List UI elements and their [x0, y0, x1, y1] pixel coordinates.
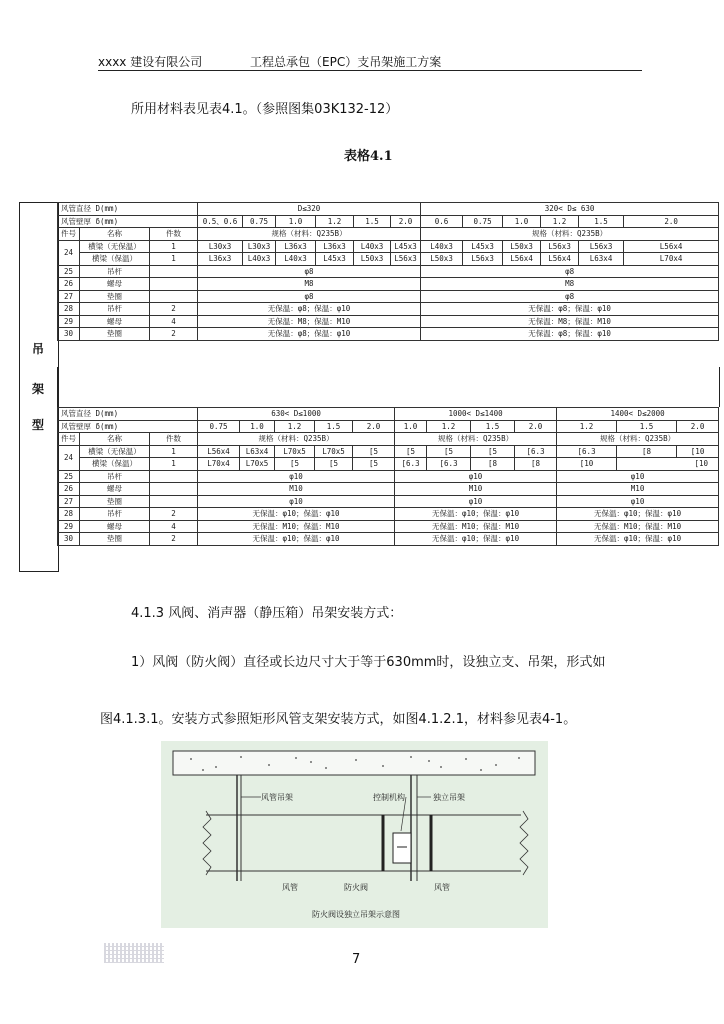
cell: D≤320	[198, 203, 421, 216]
side-char: 吊	[32, 342, 45, 356]
cell: [6.3	[427, 458, 471, 471]
cell: 无保温：φ10；保温：φ10	[198, 533, 395, 546]
cell: 1.5	[471, 420, 515, 433]
label-fire-damper: 防火阀	[344, 883, 368, 892]
cell: L50x3	[503, 240, 541, 253]
cell: 无保温：M10；保温：M10	[198, 520, 395, 533]
side-char: 架	[32, 382, 45, 396]
cell: 1.5	[579, 215, 624, 228]
fire-damper-figure	[161, 741, 548, 928]
cell: 规格（材料：Q235B）	[395, 433, 557, 446]
cell: [8	[617, 445, 677, 458]
cell: [6.3	[557, 445, 617, 458]
cell: 26	[58, 278, 80, 291]
cell: L45x3	[463, 240, 503, 253]
cell: 2.0	[677, 420, 719, 433]
cell: [6.3	[395, 458, 427, 471]
cell: L50x3	[421, 253, 463, 266]
cell: 无保温：φ10；保温：φ10	[557, 533, 719, 546]
cell: [8	[471, 458, 515, 471]
cell: 2.0	[353, 420, 395, 433]
cell: 螺母	[80, 315, 150, 328]
cell	[150, 278, 198, 291]
side-char: 型	[32, 418, 45, 432]
cell: 件数	[150, 433, 198, 446]
table-row	[58, 253, 719, 266]
cell: [5	[315, 458, 353, 471]
cell: 无保温：φ8；保温：φ10	[421, 328, 719, 341]
cell: 横梁（保温）	[80, 253, 150, 266]
cell: L70x5	[275, 445, 315, 458]
cell: 2	[150, 303, 198, 316]
cell: L40x3	[276, 253, 316, 266]
cell: L56x3	[579, 240, 624, 253]
cell: 吊杆	[80, 303, 150, 316]
cell: 28	[58, 508, 80, 521]
cell: 4	[150, 315, 198, 328]
cell: 规格（材料：Q235B）	[557, 433, 719, 446]
cell: 1.0	[395, 420, 427, 433]
cell: L30x3	[198, 240, 243, 253]
cell: 横梁（无保温）	[80, 445, 150, 458]
cell: [10	[617, 458, 719, 471]
cell: φ10	[395, 470, 557, 483]
cell: φ10	[557, 470, 719, 483]
table-row	[58, 303, 719, 316]
cell: 垫圈	[80, 328, 150, 341]
table-row	[58, 290, 719, 303]
cell: L63x4	[579, 253, 624, 266]
fire-damper-diagram	[161, 741, 548, 928]
cell: φ8	[198, 265, 421, 278]
table-row	[58, 483, 719, 496]
cell: 27	[58, 495, 80, 508]
cell: 30	[58, 328, 80, 341]
cell: L56x4	[503, 253, 541, 266]
cell: 0.75	[198, 420, 240, 433]
cell: L70x4	[624, 253, 719, 266]
cell: 1.2	[427, 420, 471, 433]
cell: [5	[427, 445, 471, 458]
label-control: 控制机构	[373, 793, 405, 802]
cell: 无保温：φ10；保温：φ10	[198, 508, 395, 521]
cell: 0.6	[421, 215, 463, 228]
cell: 2	[150, 328, 198, 341]
cell: 1	[150, 253, 198, 266]
ceiling-slab	[173, 751, 535, 775]
paragraph-2: 图4.1.3.1。安装方式参照矩形风管支架安装方式，如图4.1.2.1，材料参见表4-1。	[100, 712, 577, 727]
spec-table-1	[57, 202, 719, 341]
cell: 1.0	[276, 215, 316, 228]
cell: 28	[58, 303, 80, 316]
cell: [8	[515, 458, 557, 471]
cell	[150, 495, 198, 508]
cell: 风管直径 D(mm)	[58, 203, 198, 216]
cell: 2	[150, 533, 198, 546]
header-company: xxxx 建设有限公司	[98, 55, 203, 69]
cell: L40x3	[243, 253, 276, 266]
cell: 垫圈	[80, 495, 150, 508]
cell: L56x3	[541, 240, 579, 253]
break-line-left	[203, 811, 211, 875]
cell: 1.2	[275, 420, 315, 433]
table-row	[58, 328, 719, 341]
cell: 螺母	[80, 483, 150, 496]
label-duct-support: 风管吊架	[261, 793, 293, 802]
table-gap	[57, 367, 720, 407]
table-row	[58, 315, 719, 328]
cell: 2.0	[391, 215, 421, 228]
table-row	[58, 240, 719, 253]
cell: φ8	[198, 290, 421, 303]
cell: [6.3	[515, 445, 557, 458]
cell: L56x3	[391, 253, 421, 266]
table-caption: 表格4.1	[344, 149, 393, 164]
table-row	[58, 433, 719, 446]
cell: φ8	[421, 290, 719, 303]
cell: 2	[150, 508, 198, 521]
cell: 1	[150, 458, 198, 471]
cell: 无保温：φ10；保温：φ10	[557, 508, 719, 521]
cell: L70x5	[315, 445, 353, 458]
cell: 无保温：φ10；保温：φ10	[395, 533, 557, 546]
cell: 无保温：φ8；保温：φ10	[421, 303, 719, 316]
cell: 320< D≤ 630	[421, 203, 719, 216]
cell: [10	[557, 458, 617, 471]
cell: L45x3	[316, 253, 354, 266]
table-row	[58, 520, 719, 533]
cell: 螺母	[80, 278, 150, 291]
cell: 29	[58, 520, 80, 533]
cell: L45x3	[391, 240, 421, 253]
cell: 件号	[58, 228, 80, 241]
cell: L56x4	[624, 240, 719, 253]
cell: 1.5	[354, 215, 391, 228]
cell: L70x4	[198, 458, 240, 471]
cell: 24	[58, 445, 80, 470]
cell: 风管壁厚 δ(mm)	[58, 420, 198, 433]
cell: 吊杆	[80, 508, 150, 521]
table-row	[58, 495, 719, 508]
cell: 1.2	[541, 215, 579, 228]
cell: 1	[150, 240, 198, 253]
cell: 0.75	[463, 215, 503, 228]
cell: 4	[150, 520, 198, 533]
table-row	[58, 265, 719, 278]
cell: [5	[353, 458, 395, 471]
label-duct-left: 风管	[282, 883, 298, 892]
cell: 风管壁厚 δ(mm)	[58, 215, 198, 228]
cell: 规格（材料：Q235B）	[198, 228, 421, 241]
section-heading: 4.1.3 风阀、消声器（静压箱）吊架安装方式：	[131, 606, 403, 621]
side-label-box	[19, 202, 59, 572]
spec-table-2	[57, 407, 719, 546]
cell: L56x4	[198, 445, 240, 458]
cell: 1	[150, 445, 198, 458]
cell: φ8	[421, 265, 719, 278]
cell	[150, 265, 198, 278]
cell: 0.5、0.6	[198, 215, 243, 228]
cell	[150, 483, 198, 496]
cell: 无保温：φ8；保温：φ10	[198, 328, 421, 341]
cell: 风管直径 D(mm)	[58, 408, 198, 421]
cell: 25	[58, 265, 80, 278]
cell: 1.2	[316, 215, 354, 228]
cell: 吊杆	[80, 470, 150, 483]
watermark-stamp	[104, 943, 164, 963]
cell: 1000< D≤1400	[395, 408, 557, 421]
cell: 1.5	[315, 420, 353, 433]
cell: 无保温：M10；保温：M10	[395, 520, 557, 533]
cell: 无保温：M8；保温：M10	[198, 315, 421, 328]
cell: 25	[58, 470, 80, 483]
cell: 无保温：φ10；保温：φ10	[395, 508, 557, 521]
cell: M10	[198, 483, 395, 496]
table-row	[58, 408, 719, 421]
table-row	[58, 445, 719, 458]
cell: 规格（材料：Q235B）	[198, 433, 395, 446]
break-line-right	[520, 811, 528, 875]
cell: 件号	[58, 433, 80, 446]
table-row	[58, 458, 719, 471]
cell: 630< D≤1000	[198, 408, 395, 421]
cell: L36x3	[198, 253, 243, 266]
table-row	[58, 203, 719, 216]
cell: 1.2	[557, 420, 617, 433]
cell: L40x3	[421, 240, 463, 253]
cell: 吊杆	[80, 265, 150, 278]
cell: 0.75	[243, 215, 276, 228]
cell: [5	[275, 458, 315, 471]
cell: L50x3	[354, 253, 391, 266]
cell: 垫圈	[80, 533, 150, 546]
table-row	[58, 470, 719, 483]
cell: 规格（材料：Q235B）	[421, 228, 719, 241]
control-box	[393, 833, 411, 863]
cell: 24	[58, 240, 80, 265]
cell: 横梁（保温）	[80, 458, 150, 471]
cell: 1.0	[503, 215, 541, 228]
cell: M8	[198, 278, 421, 291]
cell: 2.0	[515, 420, 557, 433]
cell: 无保温：M8；保温：M10	[421, 315, 719, 328]
cell: L40x3	[354, 240, 391, 253]
intro-text: 所用材料表见表4.1。（参照图集03K132-12）	[131, 102, 399, 117]
cell: 1.0	[240, 420, 275, 433]
cell: [5	[471, 445, 515, 458]
header-project: 工程总承包（EPC）支吊架施工方案	[250, 55, 442, 69]
cell: [5	[353, 445, 395, 458]
figure-caption: 防火阀设独立吊架示意图	[312, 910, 400, 919]
cell: 29	[58, 315, 80, 328]
table-row	[58, 533, 719, 546]
cell: 2.0	[624, 215, 719, 228]
cell: L63x4	[240, 445, 275, 458]
cell: 螺母	[80, 520, 150, 533]
cell: 无保温：φ8；保温：φ10	[198, 303, 421, 316]
cell: 横梁（无保温）	[80, 240, 150, 253]
table-row	[58, 278, 719, 291]
cell: L36x3	[316, 240, 354, 253]
cell: 垫圈	[80, 290, 150, 303]
label-duct-right: 风管	[434, 883, 450, 892]
cell: L56x3	[463, 253, 503, 266]
label-indep-support: 独立吊架	[433, 793, 465, 802]
cell: 1400< D≤2000	[557, 408, 719, 421]
cell: [5	[395, 445, 427, 458]
cell: 1.5	[617, 420, 677, 433]
cell	[150, 470, 198, 483]
cell: 27	[58, 290, 80, 303]
table-row	[58, 215, 719, 228]
cell: 26	[58, 483, 80, 496]
cell: L56x4	[541, 253, 579, 266]
page-number: 7	[352, 952, 361, 967]
table-row	[58, 228, 719, 241]
cell	[150, 290, 198, 303]
cell: φ10	[395, 495, 557, 508]
cell: 无保温：M10；保温：M10	[557, 520, 719, 533]
table-row	[58, 420, 719, 433]
cell: [10	[677, 445, 719, 458]
cell: 名称	[80, 228, 150, 241]
cell: M8	[421, 278, 719, 291]
cell: φ10	[557, 495, 719, 508]
cell: M10	[557, 483, 719, 496]
cell: 名称	[80, 433, 150, 446]
cell: L70x5	[240, 458, 275, 471]
paragraph-1: 1）风阀（防火阀）直径或长边尺寸大于等于630mm时，设独立支、吊架，形式如	[131, 655, 606, 670]
cell: 件数	[150, 228, 198, 241]
cell: 30	[58, 533, 80, 546]
table-row	[58, 508, 719, 521]
cell: L36x3	[276, 240, 316, 253]
page-header	[98, 52, 642, 71]
cell: L30x3	[243, 240, 276, 253]
cell: M10	[395, 483, 557, 496]
cell: φ10	[198, 470, 395, 483]
cell: φ10	[198, 495, 395, 508]
